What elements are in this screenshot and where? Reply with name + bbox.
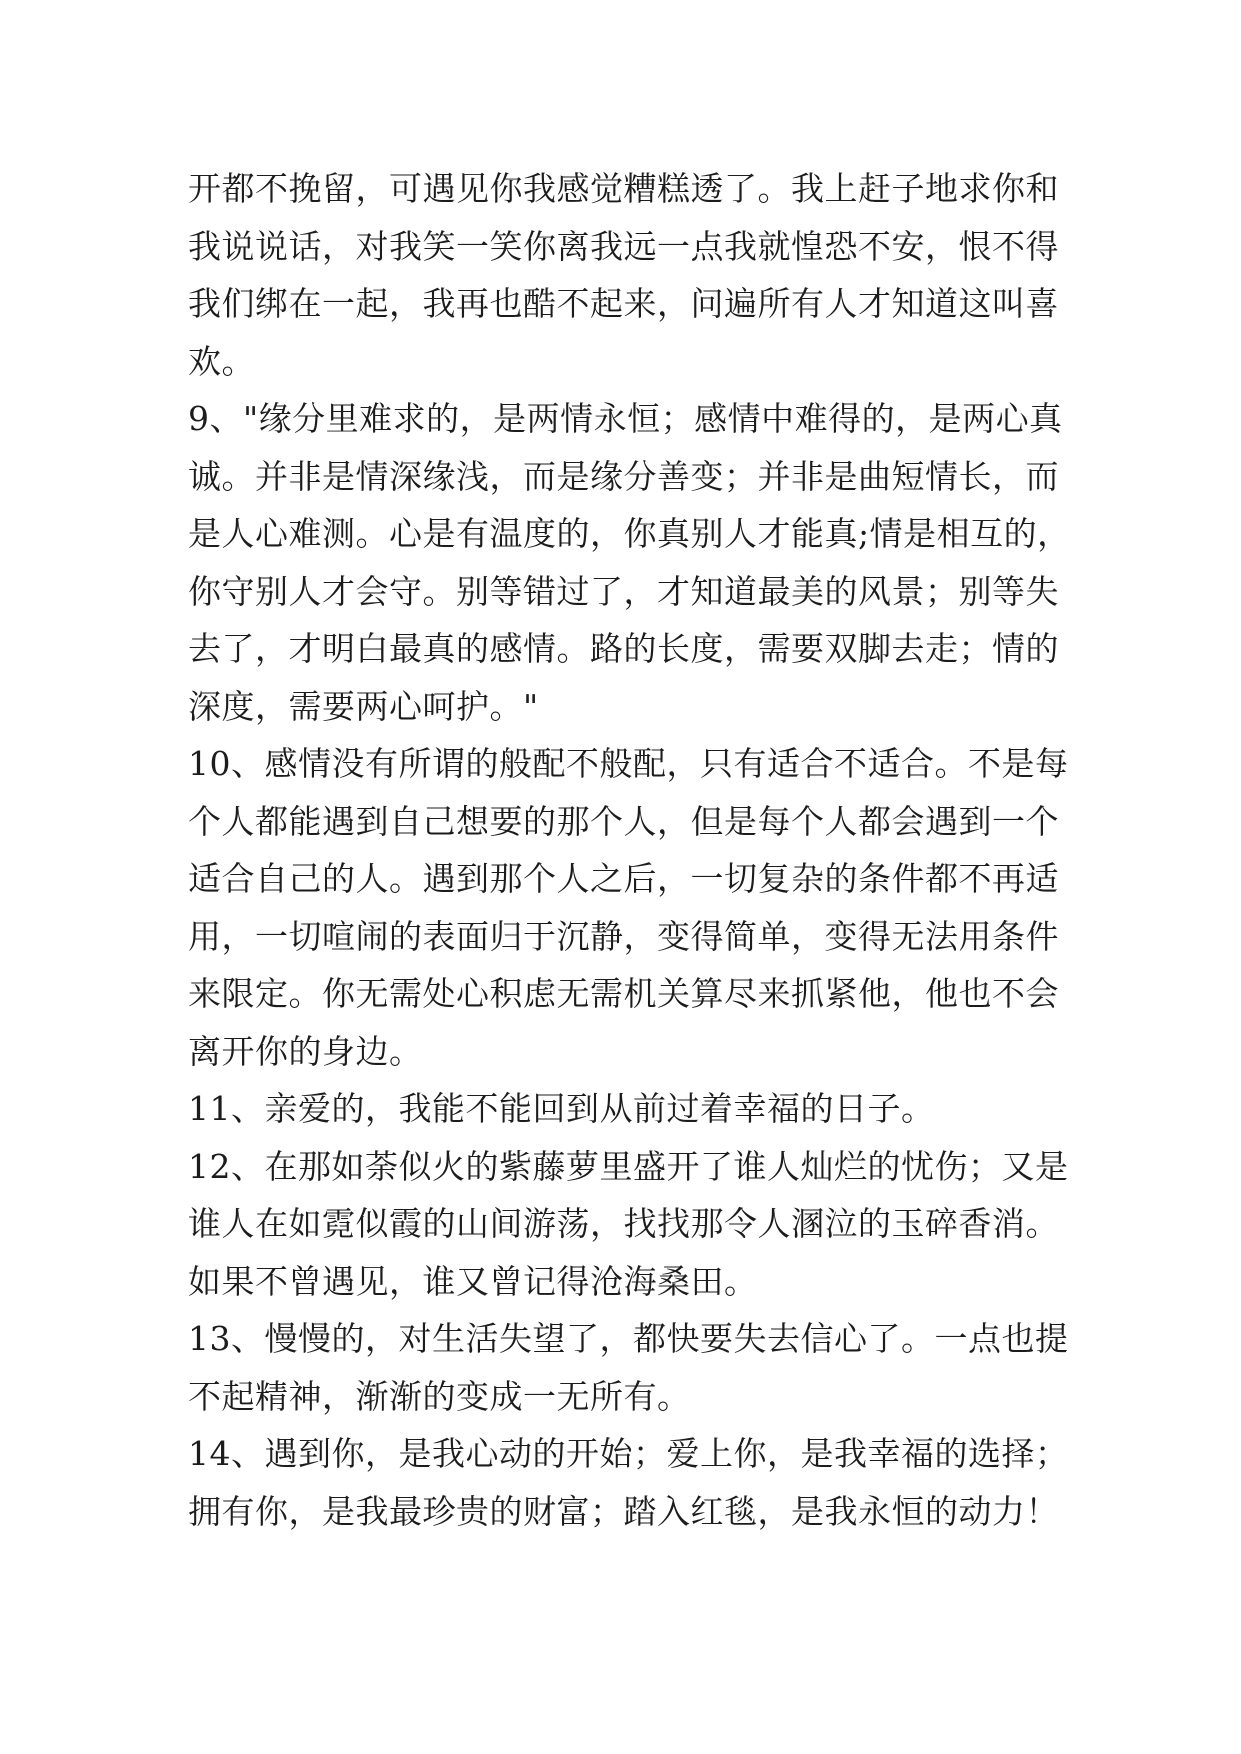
text-line: 我说说话，对我笑一笑你离我远一点我就惶恐不安，恨不得 [188, 226, 1059, 266]
text-line: 欢。 [188, 341, 255, 381]
text-line: 深度，需要两心呵护。" [188, 686, 539, 726]
text-line: 12、在那如荼似火的紫藤萝里盛开了谁人灿烂的忧伤；又是 [188, 1146, 1069, 1186]
text-line: 9、"缘分里难求的，是两情永恒；感情中难得的，是两心真 [188, 399, 1063, 438]
text-line: 不起精神，渐渐的变成一无所有。 [188, 1376, 691, 1416]
text-line: 是人心难测。心是有温度的，你真别人才能真;情是相互的， [188, 514, 1071, 553]
text-line: 去了，才明白最真的感情。路的长度，需要双脚去走；情的 [188, 629, 1059, 668]
text-line: 开都不挽留，可遇见你我感觉糟糕透了。我上赶子地求你和 [188, 169, 1059, 208]
text-line: 我们绑在一起，我再也酷不起来，问遍所有人才知道这叫喜 [188, 284, 1059, 323]
text-line: 你守别人才会守。别等错过了，才知道最美的风景；别等失 [188, 571, 1059, 611]
document-body [188, 160, 1071, 1540]
text-line: 11、亲爱的，我能不能回到从前过着幸福的日子。 [188, 1089, 935, 1128]
text-line: 适合自己的人。遇到那个人之后，一切复杂的条件都不再适 [188, 859, 1059, 898]
text-line: 离开你的身边。 [188, 1031, 423, 1071]
text-line: 个人都能遇到自己想要的那个人，但是每个人都会遇到一个 [188, 801, 1059, 841]
text-line: 13、慢慢的，对生活失望了，都快要失去信心了。一点也提 [188, 1319, 1069, 1358]
text-line: 14、遇到你，是我心动的开始；爱上你，是我幸福的选择； [188, 1434, 1069, 1473]
text-line: 10、感情没有所谓的般配不般配，只有适合不适合。不是每 [188, 744, 1069, 783]
text-line: 谁人在如霓似霞的山间游荡，找找那令人溷泣的玉碎香消。 [188, 1204, 1059, 1243]
text-line: 来限定。你无需处心积虑无需机关算尽来抓紧他，他也不会 [188, 974, 1059, 1013]
text-line: 诚。并非是情深缘浅，而是缘分善变；并非是曲短情长，而 [188, 456, 1059, 496]
text-line: 拥有你，是我最珍贵的财富；踏入红毯，是我永恒的动力！ [188, 1491, 1059, 1531]
text-line: 用，一切喧闹的表面归于沉静，变得简单，变得无法用条件 [188, 916, 1059, 956]
text-line: 如果不曾遇见，谁又曾记得沧海桑田。 [188, 1261, 758, 1301]
